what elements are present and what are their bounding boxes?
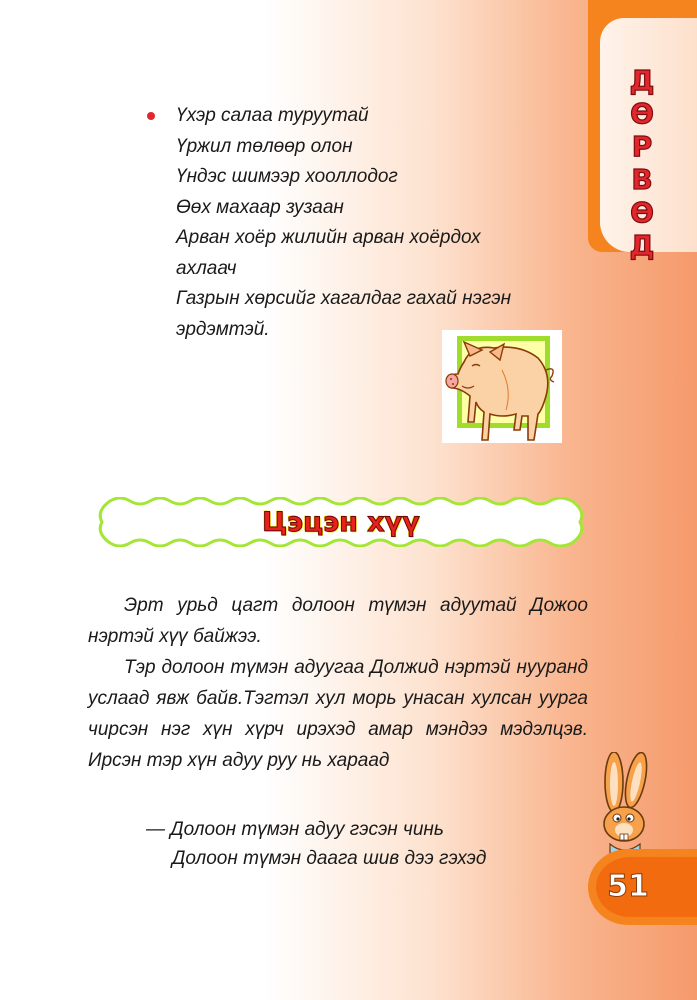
dialog-line: Долоон түмэн даага шив дээ гэхэд <box>172 848 487 869</box>
chapter-tab-letter: Ө <box>630 97 654 130</box>
chapter-tab-letters <box>612 64 672 262</box>
poem-line: Үхэр салаа туруутай <box>144 101 511 132</box>
poem-line: Өөх махаар зузаан <box>176 196 344 218</box>
story-paragraph: Эрт урьд цагт долоон түмэн адуутай Дожоо нэртэй хүү байжээ. <box>88 595 588 647</box>
dialog-line: — Долоон түмэн адуу гэсэн чинь <box>146 819 444 840</box>
poem-line: Арван хоёр жилийн арван хоёрдох <box>176 227 481 248</box>
pig-illustration <box>442 330 562 443</box>
poem-line: ахлаач <box>176 257 237 279</box>
bullet-icon <box>147 112 155 120</box>
pig-icon <box>442 330 562 443</box>
poem-line: Газрын хөрсийг хагалдаг гахай нэгэн <box>176 288 512 309</box>
story-paragraph: Тэр долоон түмэн адуугаа Должид нэртэй нууранд услаад явж байв.Тэгтэл хул морь унасан хулсан уурга чирсэн нэг хүн хүрч ирэхэд амар мэндээ мэдэлцэв. Ирсэн тэр хүн адуу руу нь хараад <box>88 657 588 771</box>
poem-line: Үржил төлөөр олон <box>176 135 353 157</box>
chapter-tab-letter: Д <box>629 229 655 262</box>
story-dialog <box>146 815 486 873</box>
story-title: Цэцэн хүү <box>262 507 420 538</box>
page-number: 51 <box>607 869 649 904</box>
rabbit-icon <box>596 752 697 857</box>
poem-line: Үндэс шимээр хооллодог <box>176 166 398 187</box>
story-body <box>88 590 588 776</box>
chapter-tab-letter: Р <box>631 130 653 163</box>
riddle-poem <box>144 101 511 345</box>
poem-line: эрдэмтэй. <box>176 318 270 340</box>
chapter-tab-letter: В <box>631 163 653 196</box>
chapter-tab-letter: Д <box>629 64 655 97</box>
chapter-tab-letter: Ө <box>630 196 654 229</box>
